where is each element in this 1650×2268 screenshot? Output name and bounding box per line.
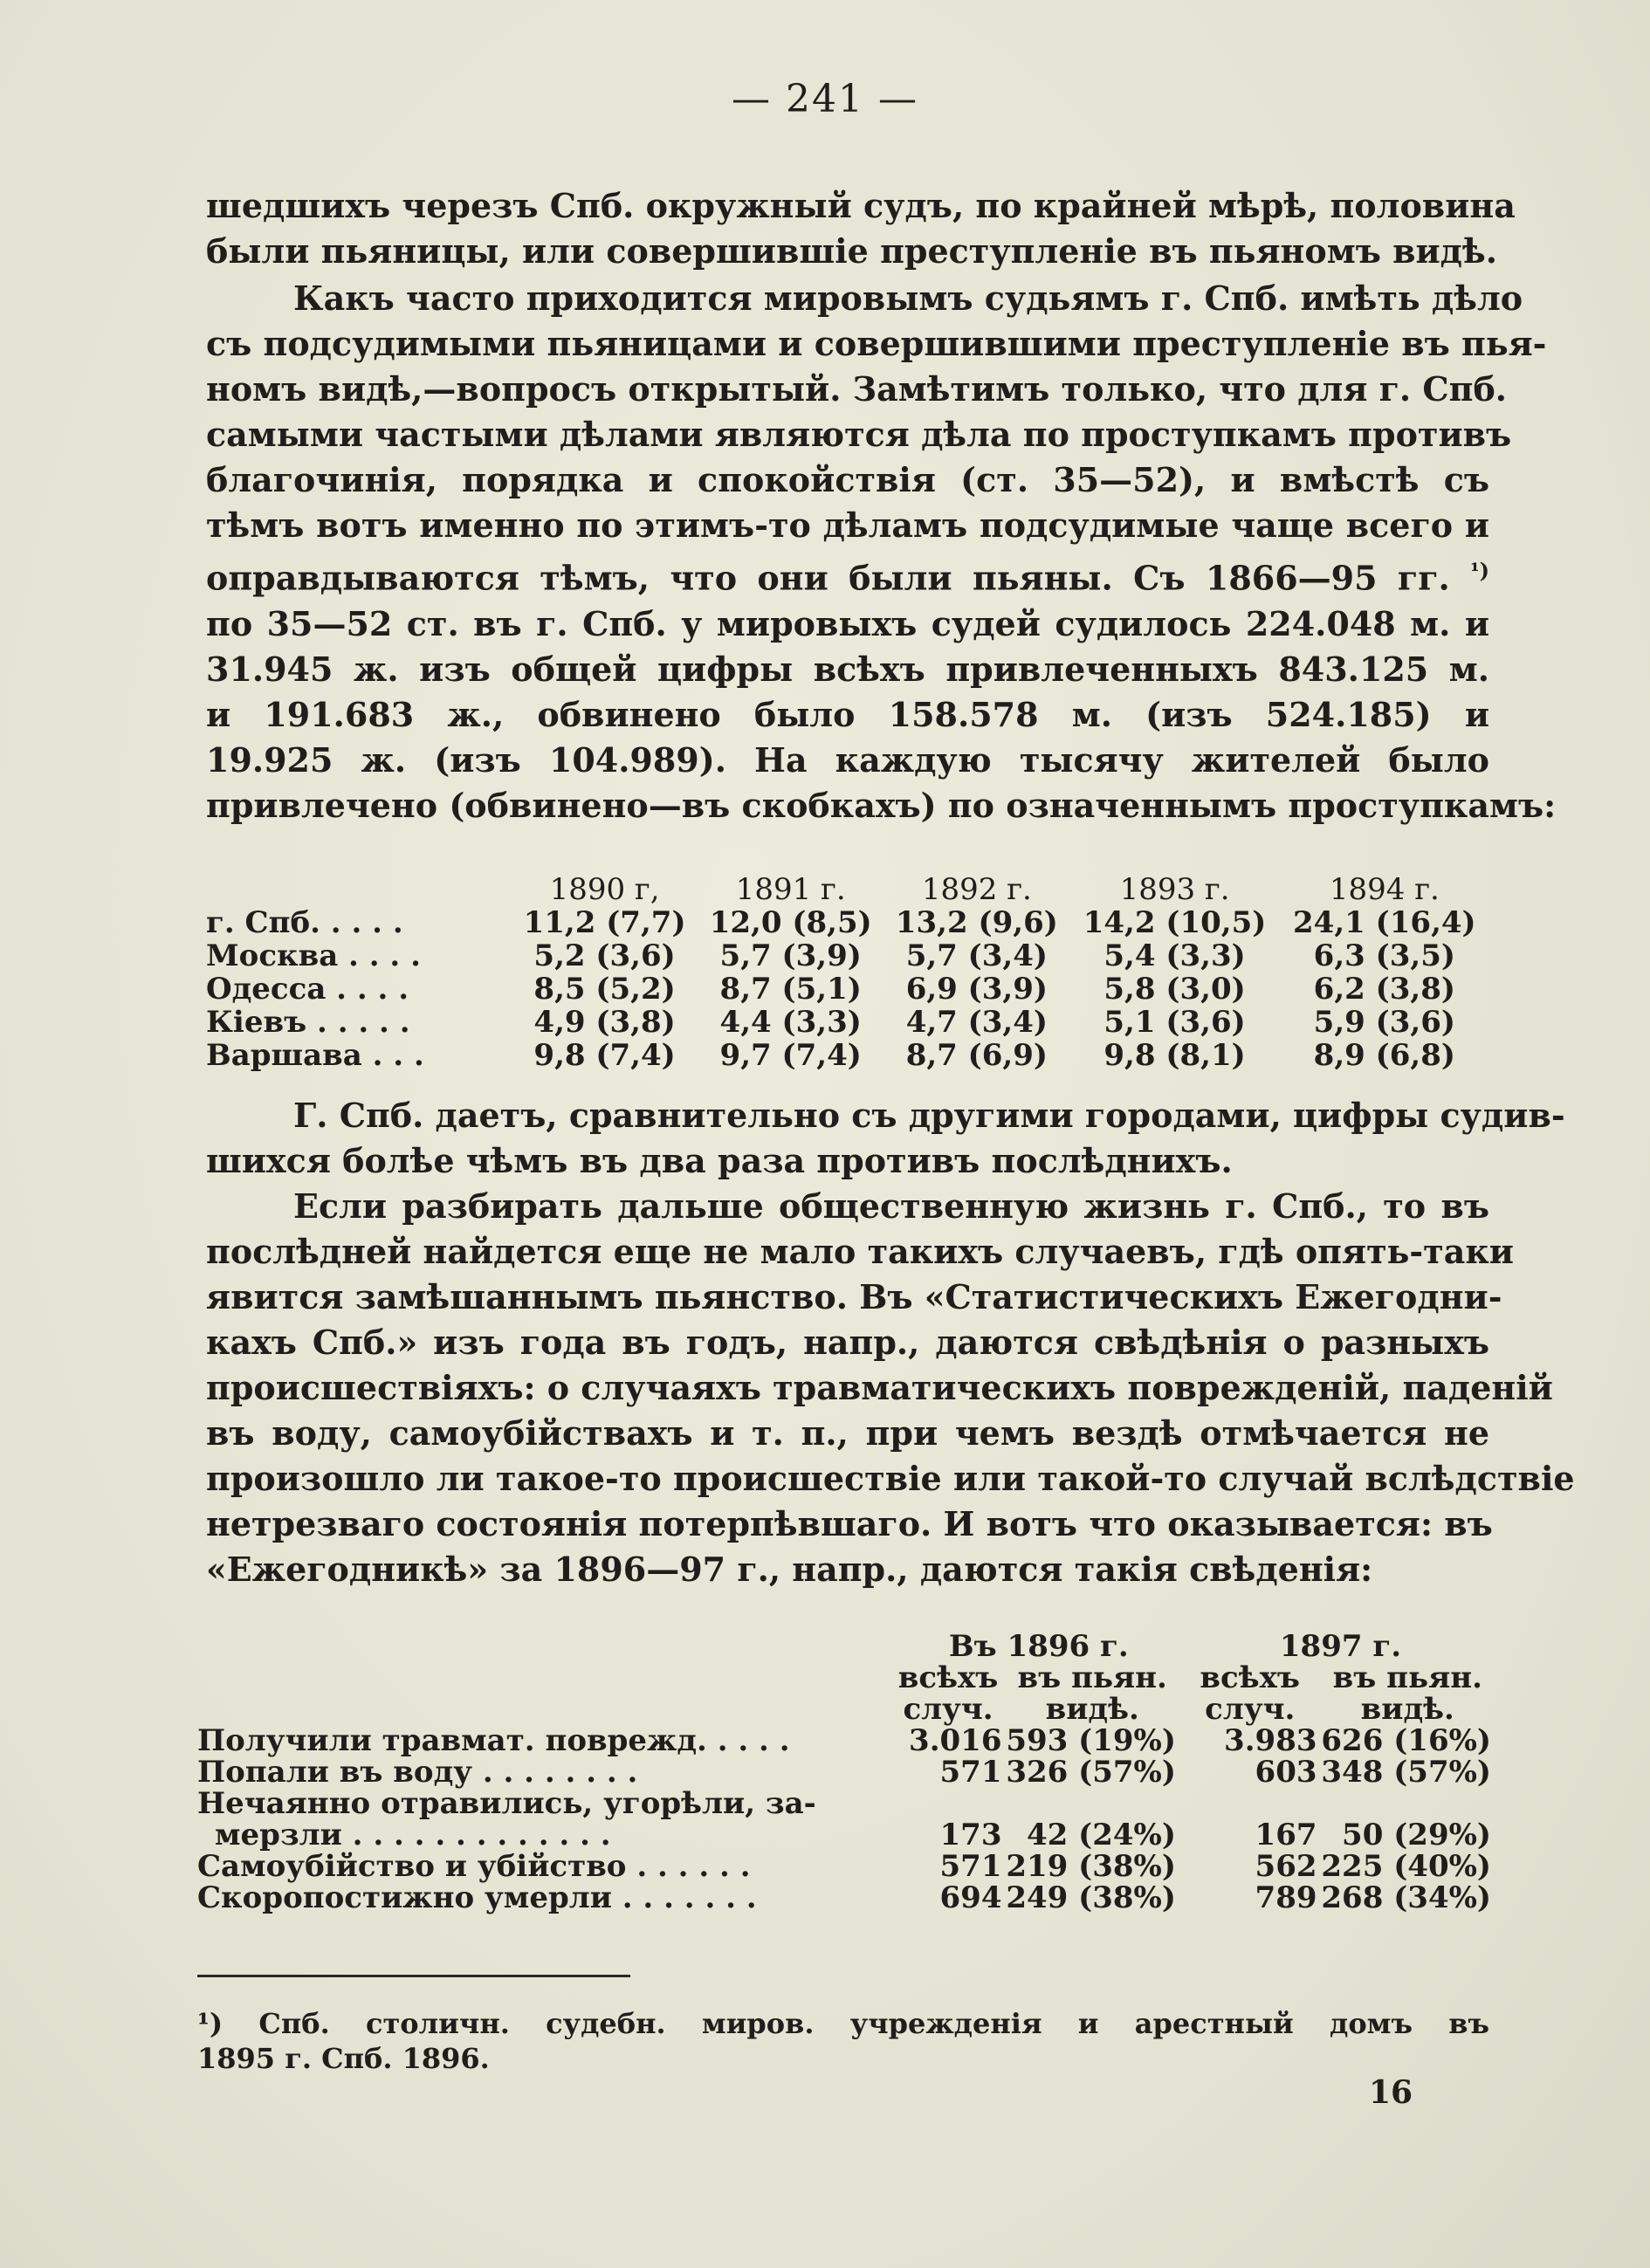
table-subheader-row (197, 1662, 1498, 1725)
table-cell: 8,7 (5,1) (719, 972, 862, 1007)
paragraph-1 (206, 183, 1516, 274)
table-cell: 694 (939, 1880, 1002, 1915)
table-cell: 5,9 (3,6) (1313, 1005, 1455, 1040)
table-cell: 593 (19%) (1006, 1723, 1176, 1758)
table-cell (895, 1788, 1002, 1819)
year-header: Въ 1896 г. (948, 1629, 1129, 1664)
table-row (197, 1851, 1498, 1882)
paragraph-3 (206, 1093, 1565, 1184)
table-cell: 14,2 (10,5) (1083, 905, 1267, 940)
table-cell: 326 (57%) (1006, 1755, 1176, 1790)
text-line: кахъ Спб.» изъ года въ годъ, напр., даются свѣдѣнія о разныхъ (206, 1323, 1489, 1362)
table-cell: 11,2 (7,7) (523, 905, 686, 940)
city-name: Одесса . . . . (206, 972, 409, 1007)
table-cell: 13,2 (9,6) (895, 905, 1058, 940)
table-cell: 4,9 (3,8) (533, 1005, 676, 1040)
text-line: были пьяницы, или совершившіе преступленіе въ пьяномъ видѣ. (206, 231, 1497, 271)
paragraph-2 (206, 276, 1557, 828)
table-row (206, 1006, 1489, 1039)
text-line: тѣмъ вотъ именно по этимъ-то дѣламъ подсудимые чаще всего и (206, 505, 1489, 545)
table-header-empty (206, 873, 512, 906)
table-cell: 562 (1255, 1849, 1317, 1884)
column-header: всѣхъ случ. (897, 1660, 999, 1727)
footnote (197, 2006, 1489, 2076)
table-cell: 8,9 (6,8) (1313, 1038, 1455, 1073)
year-header: 1893 г. (1119, 872, 1230, 907)
table-row (206, 939, 1489, 972)
text-line: оправдываются тѣмъ, что они были пьяны. Съ 1866—95 гг. (206, 558, 1450, 598)
text-line: номъ видѣ,—вопросъ открытый. Замѣтимъ только, что для г. Спб. (206, 369, 1508, 409)
table-cell: 12,0 (8,5) (709, 905, 872, 940)
text-line: Если разбирать дальше общественную жизнь г. Спб., то въ (293, 1186, 1489, 1226)
year-header: 1892 г. (921, 872, 1032, 907)
text-line: шихся болѣе чѣмъ въ два раза противъ послѣднихъ. (206, 1141, 1233, 1180)
text-line: благочинія, порядка и спокойствія (ст. 35—52), и вмѣстѣ съ (206, 460, 1489, 499)
text-line: шедшихъ черезъ Спб. окружный судъ, по крайней мѣрѣ, половина (206, 186, 1516, 225)
table-cell: 225 (40%) (1321, 1849, 1491, 1884)
table-cell: 4,4 (3,3) (719, 1005, 862, 1040)
footnote-line: 1895 г. Спб. 1896. (197, 2042, 490, 2075)
text-line: съ подсудимыми пьяницами и совершившими преступленіе въ пья- (206, 324, 1547, 363)
city-name: г. Спб. . . . . (206, 905, 403, 940)
table-cell: 249 (38%) (1006, 1880, 1176, 1915)
table-cell (1317, 1788, 1498, 1819)
table-cell: 5,4 (3,3) (1103, 938, 1246, 973)
text-line: 31.945 ж. изъ общей цифры всѣхъ привлеченныхъ 843.125 м. (206, 649, 1489, 689)
table-cell: 5,2 (3,6) (533, 938, 676, 973)
text-line: нетрезваго состоянія потерпѣвшаго. И вотъ что оказывается: въ (206, 1504, 1493, 1543)
text-line: произошло ли такое-то происшествіе или такой-то случай вслѣдствіе (206, 1459, 1575, 1498)
table-cell: 5,8 (3,0) (1103, 972, 1246, 1007)
table-cell: 8,5 (5,2) (533, 972, 676, 1007)
column-header: въ пьян. видѣ. (1017, 1660, 1167, 1727)
table-row (206, 1039, 1489, 1072)
table-cell: 626 (16%) (1321, 1723, 1491, 1758)
table-row (206, 972, 1489, 1006)
row-label: Нечаянно отравились, угорѣли, за- (197, 1786, 816, 1821)
year-header: 1891 г. (735, 872, 846, 907)
text-line: «Ежегодникѣ» за 1896—97 г., напр., даются такія свѣденія: (206, 1550, 1373, 1589)
year-header: 1890 г, (549, 872, 660, 907)
text-line-with-footnote (206, 548, 1489, 601)
table-cell: 5,7 (3,9) (719, 938, 862, 973)
table-cell: 348 (57%) (1321, 1755, 1491, 1790)
table-row (197, 1819, 1498, 1851)
text-line: и 191.683 ж., обвинено было 158.578 м. (изъ 524.185) и (206, 694, 1489, 734)
table-cell: 173 (939, 1818, 1002, 1852)
row-label: мерзли . . . . . . . . . . . . . (215, 1818, 611, 1852)
table-cell: 3.016 (909, 1723, 1002, 1758)
text-line: Какъ часто приходится мировымъ судьямъ г. Спб. имѣть дѣло (293, 278, 1523, 318)
table-cell: 42 (24%) (1026, 1818, 1176, 1852)
table-row (197, 1756, 1498, 1788)
paragraph-4 (206, 1184, 1575, 1592)
table-cell: 789 (1255, 1880, 1317, 1915)
table-cell: 5,7 (3,4) (905, 938, 1048, 973)
footnote-mark[interactable]: ¹) (1470, 558, 1490, 583)
table-cell: 6,3 (3,5) (1313, 938, 1455, 973)
table-row (206, 906, 1489, 939)
row-label: Самоубійство и убійство . . . . . . (197, 1849, 751, 1884)
table-cell: 571 (939, 1755, 1002, 1790)
text-line: Г. Спб. даетъ, сравнительно съ другими городами, цифры судив- (293, 1096, 1565, 1135)
page-number: — 241 — (732, 77, 918, 121)
text-line: явится замѣшаннымъ пьянство. Въ «Статистическихъ Ежегодни- (206, 1277, 1502, 1316)
table-cell: 6,2 (3,8) (1313, 972, 1455, 1007)
table-cell: 5,1 (3,6) (1103, 1005, 1246, 1040)
table-row (197, 1882, 1498, 1914)
table-cell: 571 (939, 1849, 1002, 1884)
table-cell: 8,7 (6,9) (905, 1038, 1048, 1073)
table-cell: 50 (29%) (1342, 1818, 1491, 1852)
row-label: Скоропостижно умерли . . . . . . . (197, 1880, 757, 1915)
table-cell: 4,7 (3,4) (905, 1005, 1048, 1040)
text-line: послѣдней найдется еще не мало такихъ случаевъ, гдѣ опять-таки (206, 1232, 1514, 1271)
table-cell: 9,8 (7,4) (533, 1038, 676, 1073)
table-cell: 24,1 (16,4) (1293, 905, 1476, 940)
table-cell: 9,7 (7,4) (719, 1038, 862, 1073)
footnote-line: ¹) Спб. столичн. судебн. миров. учрежденія и арестный домъ въ (197, 2007, 1489, 2040)
table-cell: 167 (1255, 1818, 1317, 1852)
column-header: въ пьян. видѣ. (1332, 1660, 1482, 1727)
table-row (197, 1725, 1498, 1756)
table-header-row (197, 1631, 1498, 1662)
table-cell: 603 (1255, 1755, 1317, 1790)
row-label: Попали въ воду . . . . . . . . (197, 1755, 638, 1790)
table-cell: 268 (34%) (1321, 1880, 1491, 1915)
table-cell: 219 (38%) (1006, 1849, 1176, 1884)
table-cell (1183, 1788, 1317, 1819)
table-header-empty (197, 1631, 895, 1662)
city-name: Кіевъ . . . . . (206, 1005, 410, 1040)
table-cell: 6,9 (3,9) (905, 972, 1048, 1007)
city-statistics-table (206, 873, 1489, 1072)
table-cell (1002, 1788, 1183, 1819)
city-name: Варшава . . . (206, 1038, 424, 1073)
text-line: самыми частыми дѣлами являются дѣла по проступкамъ противъ (206, 415, 1512, 454)
table-header-empty (197, 1662, 895, 1725)
city-name: Москва . . . . (206, 938, 421, 973)
text-line: по 35—52 ст. въ г. Спб. у мировыхъ судей судилось 224.048 м. и (206, 603, 1489, 643)
column-header: всѣхъ случ. (1200, 1660, 1301, 1727)
table-row (197, 1788, 1498, 1819)
table-cell: 3.983 (1224, 1723, 1317, 1758)
accidents-table (197, 1631, 1498, 1914)
row-label: Получили травмат. поврежд. . . . . (197, 1723, 790, 1758)
year-header: 1897 г. (1279, 1629, 1402, 1664)
printer-signature-mark: 16 (1369, 2074, 1413, 2111)
footnote-divider (197, 1975, 630, 1977)
text-line: происшествіяхъ: о случаяхъ травматическихъ поврежденій, паденій (206, 1368, 1553, 1407)
text-line: 19.925 ж. (изъ 104.989). На каждую тысячу жителей было (206, 739, 1489, 780)
text-line: привлечено (обвинено—въ скобкахъ) по означеннымъ проступкамъ: (206, 785, 1557, 825)
year-header: 1894 г. (1329, 872, 1440, 907)
table-cell: 9,8 (8,1) (1103, 1038, 1246, 1073)
text-line: въ воду, самоубійствахъ и т. п., при чемъ вездѣ отмѣчается не (206, 1413, 1489, 1453)
table-header-row (206, 873, 1489, 906)
